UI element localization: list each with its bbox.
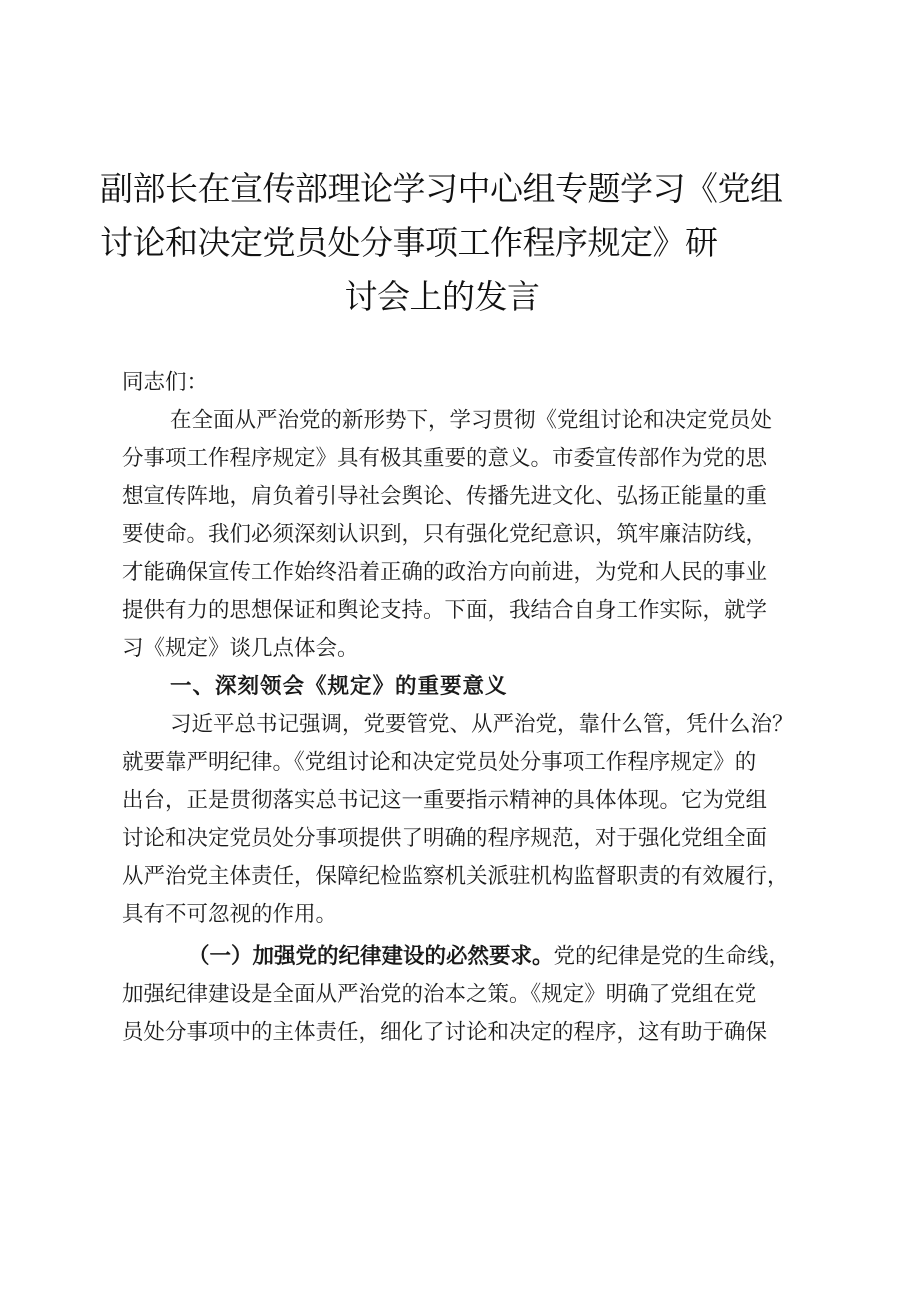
section-heading: 一、深刻领会《规定》的重要意义 (170, 674, 508, 699)
section-1-paragraph (122, 706, 832, 934)
intro-paragraph (122, 402, 832, 668)
paragraph-line: 加强纪律建设是全面从严治党的治本之策。《规定》明确了党组在党 (122, 982, 757, 1007)
title-line-1: 副部长在宣传部理论学习中心组专题学习《党组 (100, 169, 783, 208)
paragraph-line: 习近平总书记强调，党要管党、从严治党，靠什么管，凭什么治？ (170, 712, 794, 737)
paragraph-line: 出台，正是贯彻落实总书记这一重要指示精神的具体体现。它为党组 (122, 788, 768, 813)
paragraph-line: 想宣传阵地，肩负着引导社会舆论、传播先进文化、弘扬正能量的重 (122, 484, 768, 509)
subsection-lead-text: 党的纪律是党的生命线， (553, 944, 791, 969)
title-line-3: 讨会上的发言 (344, 277, 540, 316)
paragraph-line: 从严治党主体责任，保障纪检监察机关派驻机构监督职责的有效履行， (122, 864, 789, 889)
salutation: 同志们： (122, 370, 209, 395)
subsection-heading: （一）加强党的纪律建设的必然要求。 (188, 944, 554, 969)
paragraph-line: 习《规定》谈几点体会。 (122, 636, 359, 661)
title-line-2: 讨论和决定党员处分事项工作程序规定》研 (100, 223, 718, 262)
document-title (100, 162, 820, 324)
paragraph-line: 就要靠严明纪律。《党组讨论和决定党员处分事项工作程序规定》的 (122, 750, 757, 775)
paragraph-line: 才能确保宣传工作始终沿着正确的政治方向前进，为党和人民的事业 (122, 560, 768, 585)
paragraph-line: 分事项工作程序规定》具有极其重要的意义。市委宣传部作为党的思 (122, 446, 768, 471)
paragraph-line: 要使命。我们必须深刻认识到，只有强化党纪意识，筑牢廉洁防线， (122, 522, 768, 547)
paragraph-line: 讨论和决定党员处分事项提供了明确的程序规范，对于强化党组全面 (122, 826, 768, 851)
document-body (122, 364, 832, 1052)
subsection-first-line (122, 938, 832, 976)
paragraph-line: 具有不可忽视的作用。 (122, 902, 338, 927)
paragraph-line: 员处分事项中的主体责任，细化了讨论和决定的程序，这有助于确保 (122, 1020, 768, 1045)
paragraph-line: 在全面从严治党的新形势下，学习贯彻《党组讨论和决定党员处 (170, 408, 773, 433)
subsection-1-paragraph (122, 938, 832, 1052)
paragraph-line: 提供有力的思想保证和舆论支持。下面，我结合自身工作实际，就学 (122, 598, 768, 623)
